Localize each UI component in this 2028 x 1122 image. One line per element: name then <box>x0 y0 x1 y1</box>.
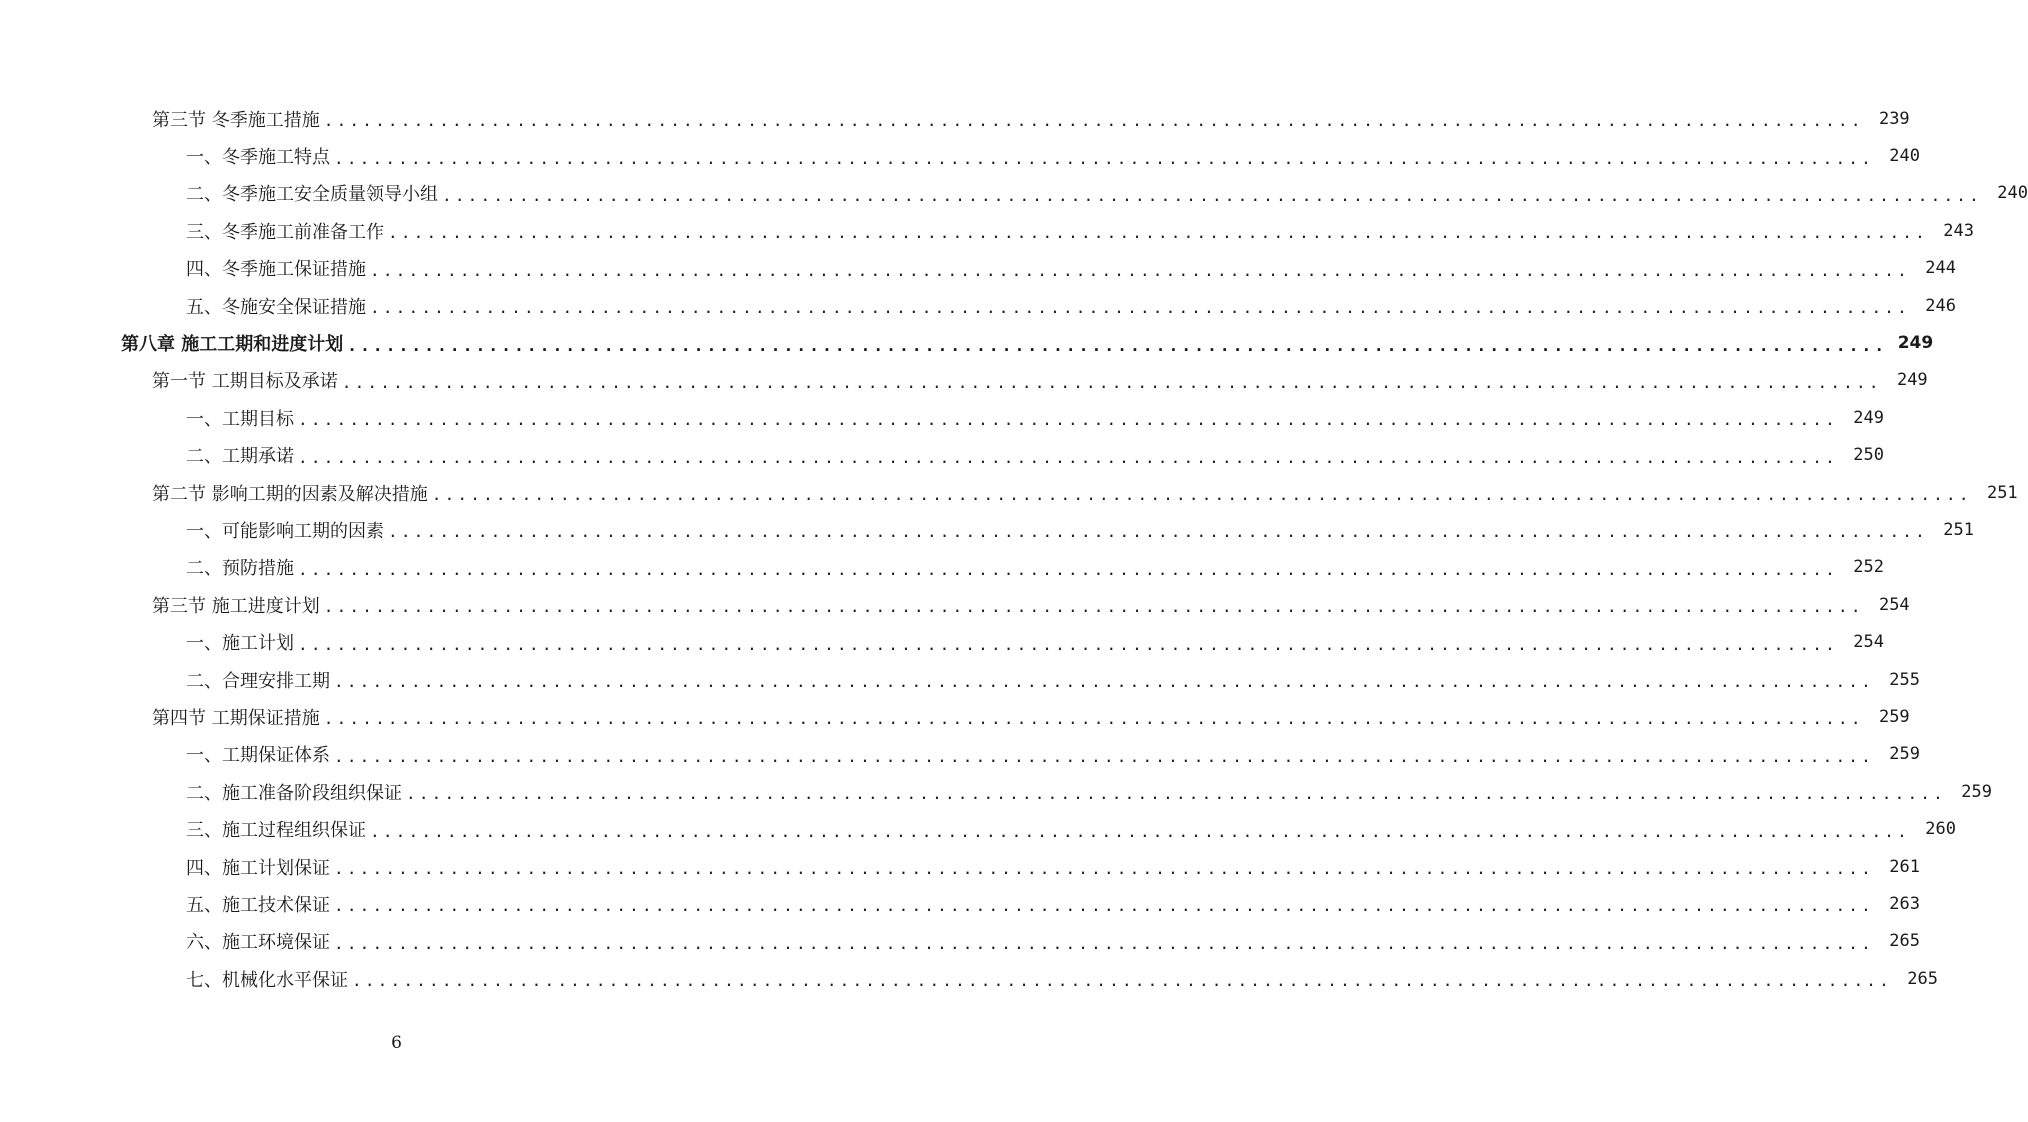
toc-entry-title: 第一节 工期目标及承诺 <box>152 371 338 393</box>
toc-entry-page: 259 <box>1961 781 1992 802</box>
dot-leader: ........................................................................................................................ <box>442 185 1982 205</box>
toc-entry-title: 一、工期目标 <box>186 408 294 430</box>
dot-leader: ........................................................................................................................ <box>298 447 1838 467</box>
dot-leader: ........................................................................................................................ <box>298 559 1838 579</box>
toc-entry-page: 251 <box>1943 519 1974 540</box>
toc-entry-page: 250 <box>1853 445 1884 466</box>
toc-entry-title: 四、施工计划保证 <box>186 857 330 879</box>
toc-entry-section[interactable] <box>0 698 1910 735</box>
dot-leader: ........................................................................................................................ <box>298 634 1838 654</box>
toc-entry-item[interactable] <box>0 287 1956 324</box>
toc-entry-item[interactable] <box>0 399 1884 436</box>
toc-entry-title: 三、施工过程组织保证 <box>186 820 366 842</box>
toc-entry-page: 259 <box>1889 744 1920 765</box>
toc-entry-title: 六、施工环境保证 <box>186 932 330 954</box>
toc-entry-title: 一、工期保证体系 <box>186 745 330 767</box>
dot-leader: ........................................................................................................................ <box>334 746 1874 766</box>
dot-leader: ........................................................................................................................ <box>334 672 1874 692</box>
toc-entry-section[interactable] <box>0 586 1910 623</box>
dot-leader: ........................................................................................................................ <box>323 709 1864 729</box>
toc-entry-title: 第三节 冬季施工措施 <box>152 109 320 131</box>
toc-entry-chapter[interactable] <box>0 324 1934 361</box>
dot-leader: ........................................................................................................................ <box>370 821 1910 841</box>
dot-leader: ........................................................................................................................ <box>370 298 1910 318</box>
toc-entry-item[interactable] <box>0 848 1920 885</box>
toc-entry-title: 四、冬季施工保证措施 <box>186 259 366 281</box>
toc-entry-item[interactable] <box>0 250 1956 287</box>
toc-entry-title: 五、冬施安全保证措施 <box>186 296 366 318</box>
toc-entry-page: 249 <box>1896 370 1928 391</box>
toc-entry-page: 251 <box>1986 482 2018 503</box>
dot-leader: ........................................................................................................................ <box>388 223 1928 243</box>
toc-entry-item[interactable] <box>0 923 1920 960</box>
toc-entry-page: 254 <box>1853 632 1884 653</box>
toc-entry-page: 243 <box>1943 220 1974 241</box>
toc-entry-title: 二、冬季施工安全质量领导小组 <box>186 184 438 206</box>
toc-entry-page: 246 <box>1925 295 1956 316</box>
dot-leader: ........................................................................................................................ <box>334 933 1874 953</box>
dot-leader: ........................................................................................................................ <box>431 485 1972 505</box>
dot-leader: ........................................................................................................................ <box>352 971 1892 991</box>
toc-entry-title: 一、冬季施工特点 <box>186 147 330 169</box>
dot-leader: ........................................................................................................................ <box>406 784 1946 804</box>
toc-entry-item[interactable] <box>0 661 1920 698</box>
toc-entry-page: 249 <box>1897 333 1934 354</box>
toc-entry-page: 240 <box>1997 183 2028 204</box>
toc-entry-title: 七、机械化水平保证 <box>186 969 348 991</box>
toc-entry-title: 第三节 施工进度计划 <box>152 595 320 617</box>
toc-entry-page: 239 <box>1878 108 1910 129</box>
toc-entry-page: 265 <box>1907 968 1938 989</box>
toc-entry-page: 255 <box>1889 669 1920 690</box>
toc-entry-page: 252 <box>1853 557 1884 578</box>
dot-leader: ........................................................................................................................ <box>370 260 1910 280</box>
page-number: 6 <box>391 1033 402 1053</box>
toc-entry-item[interactable] <box>0 623 1884 660</box>
toc-entry-title: 一、施工计划 <box>186 633 294 655</box>
dot-leader: ........................................................................................................................ <box>388 522 1928 542</box>
toc-entry-page: 259 <box>1878 706 1910 727</box>
toc-entry-item[interactable] <box>0 549 1884 586</box>
dot-leader: ........................................................................................................................ <box>298 410 1838 430</box>
dot-leader: ........................................................................................................................ <box>334 859 1874 878</box>
toc-entry-title: 三、冬季施工前准备工作 <box>186 221 384 243</box>
toc-entry-section[interactable] <box>0 474 2018 511</box>
toc-entry-page: 260 <box>1925 819 1956 840</box>
dot-leader: ........................................................................................................................ <box>323 111 1864 131</box>
dot-leader: ........................................................................................................................ <box>334 148 1874 168</box>
toc-entry-item[interactable] <box>0 810 1956 847</box>
toc-entry-item[interactable] <box>0 511 1974 548</box>
toc-entry-title: 五、施工技术保证 <box>186 894 330 916</box>
toc-entry-item[interactable] <box>0 137 1920 174</box>
table-of-contents <box>0 100 2028 997</box>
toc-entry-item[interactable] <box>0 175 2028 212</box>
toc-entry-item[interactable] <box>0 885 1920 922</box>
toc-entry-page: 240 <box>1889 146 1920 167</box>
toc-entry-item[interactable] <box>0 960 1938 997</box>
toc-entry-page: 265 <box>1889 931 1920 952</box>
toc-entry-page: 249 <box>1853 407 1884 428</box>
toc-entry-title: 二、合理安排工期 <box>186 670 330 692</box>
toc-entry-page: 263 <box>1889 893 1920 914</box>
dot-leader: ........................................................................................................................ <box>341 372 1882 392</box>
toc-entry-title: 二、预防措施 <box>186 558 294 580</box>
dot-leader: ........................................................................................................................ <box>323 597 1864 617</box>
dot-leader: ........................................................................................................................ <box>347 335 1888 355</box>
toc-entry-title: 第八章 施工工期和进度计划 <box>121 334 344 356</box>
toc-entry-title: 第二节 影响工期的因素及解决措施 <box>152 483 428 505</box>
dot-leader: ........................................................................................................................ <box>334 896 1874 916</box>
toc-entry-item[interactable] <box>0 736 1920 773</box>
toc-entry-page: 261 <box>1889 856 1920 877</box>
toc-entry-item[interactable] <box>0 773 1992 810</box>
toc-entry-section[interactable] <box>0 362 1928 399</box>
toc-entry-page: 244 <box>1925 258 1956 279</box>
toc-entry-item[interactable] <box>0 212 1974 249</box>
toc-entry-section[interactable] <box>0 100 1910 137</box>
toc-entry-title: 二、工期承诺 <box>186 446 294 468</box>
toc-entry-title: 一、可能影响工期的因素 <box>186 520 384 542</box>
toc-entry-item[interactable] <box>0 437 1884 474</box>
toc-entry-page: 254 <box>1878 594 1910 615</box>
toc-entry-title: 二、施工准备阶段组织保证 <box>186 782 402 804</box>
toc-entry-title: 第四节 工期保证措施 <box>152 707 320 729</box>
